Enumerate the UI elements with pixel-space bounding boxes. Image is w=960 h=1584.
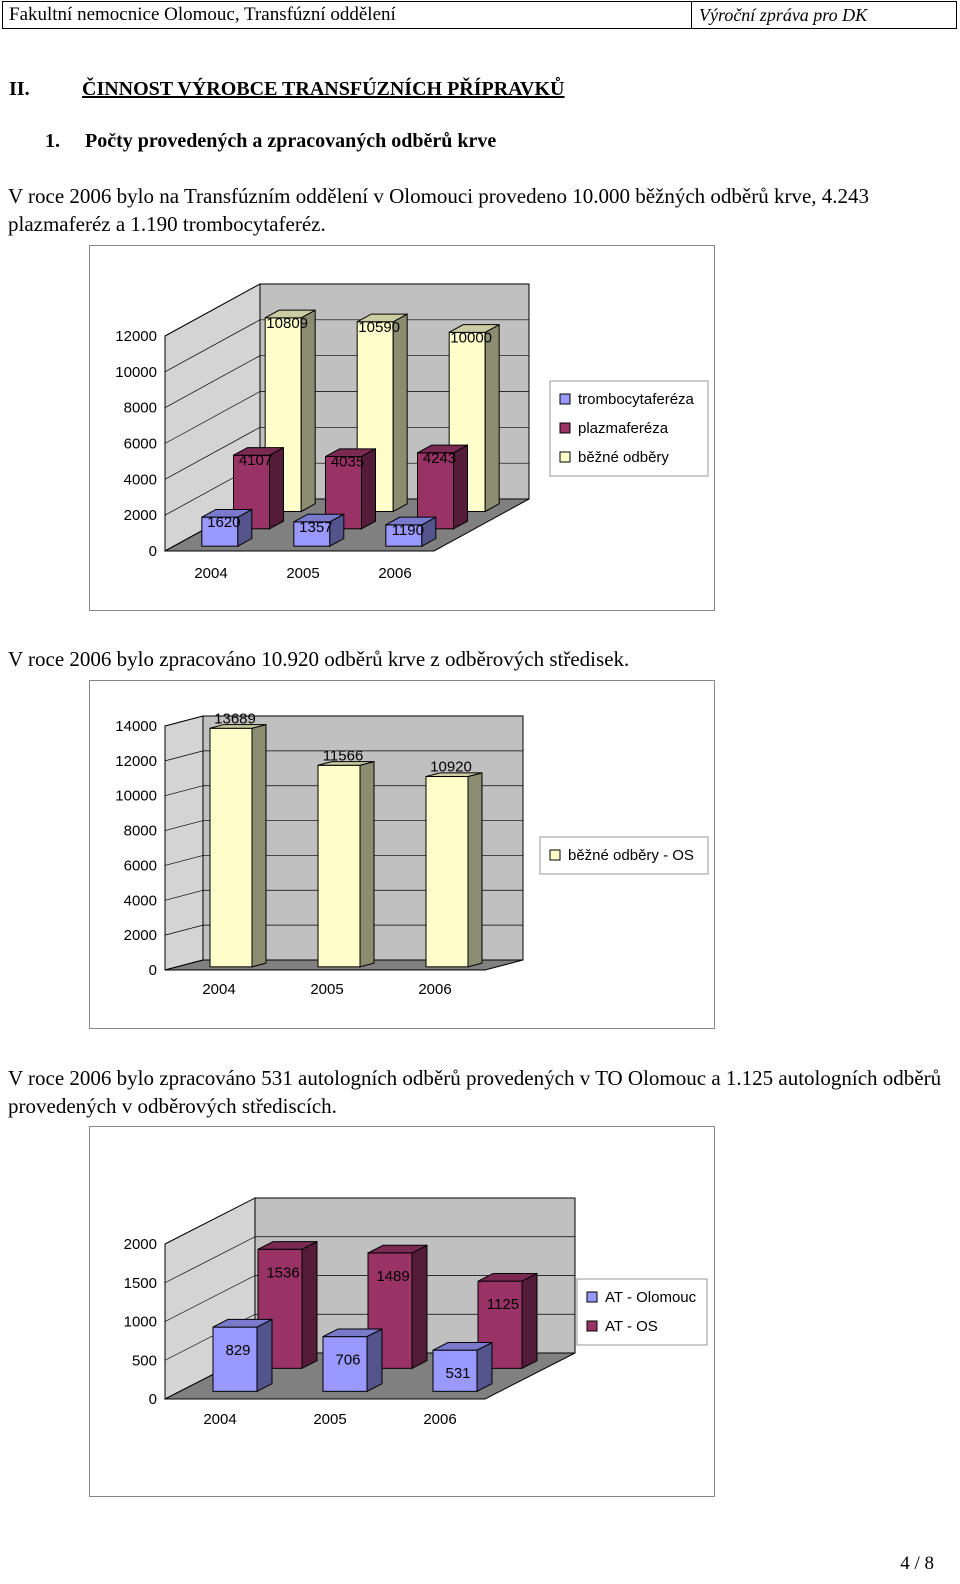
y-tick-label: 8000 bbox=[123, 399, 157, 417]
bar-side bbox=[252, 725, 266, 967]
y-tick-label: 2000 bbox=[123, 1236, 157, 1253]
bar-side bbox=[302, 1242, 317, 1369]
y-tick-label: 500 bbox=[131, 1352, 157, 1370]
paragraph-2: V roce 2006 bylo zpracováno 10.920 odběrů krve z odběrových středisek. bbox=[8, 647, 630, 671]
section-number: II. bbox=[9, 78, 30, 100]
y-tick-label: 1500 bbox=[123, 1274, 157, 1292]
legend-label: běžné odběry - OS bbox=[568, 847, 694, 864]
x-tick-label: 2004 bbox=[202, 981, 236, 998]
y-tick-label: 0 bbox=[148, 543, 157, 560]
x-tick-label: 2005 bbox=[313, 1411, 347, 1428]
y-tick-label: 12000 bbox=[115, 328, 157, 345]
data-label: 10809 bbox=[266, 314, 309, 332]
data-label: 1536 bbox=[266, 1264, 300, 1282]
legend-swatch bbox=[587, 1321, 597, 1331]
data-label: 4035 bbox=[330, 453, 365, 471]
y-tick-label: 6000 bbox=[123, 857, 157, 875]
bar-side bbox=[412, 1245, 427, 1368]
x-tick-label: 2004 bbox=[194, 565, 228, 582]
x-tick-label: 2004 bbox=[203, 1411, 237, 1428]
data-label: 706 bbox=[335, 1351, 361, 1369]
y-tick-label: 1000 bbox=[123, 1313, 157, 1331]
legend-label: AT - OS bbox=[605, 1318, 658, 1335]
data-label: 1125 bbox=[486, 1296, 520, 1314]
y-tick-label: 2000 bbox=[123, 507, 157, 525]
legend-swatch bbox=[560, 423, 570, 433]
data-label: 10590 bbox=[358, 318, 401, 336]
data-label: 531 bbox=[445, 1365, 471, 1383]
header-report-title: Výroční zpráva pro DK bbox=[699, 5, 868, 25]
page-header bbox=[2, 1, 957, 29]
legend-label: trombocytaferéza bbox=[578, 391, 694, 408]
page-number: 4 / 8 bbox=[900, 1553, 934, 1574]
y-tick-label: 12000 bbox=[115, 752, 157, 770]
y-tick-label: 10000 bbox=[115, 363, 157, 381]
bar-side bbox=[522, 1273, 537, 1368]
y-tick-label: 8000 bbox=[123, 822, 157, 840]
chart-2-frame bbox=[89, 680, 715, 1029]
legend-swatch bbox=[560, 394, 570, 404]
subsection-number: 1. bbox=[45, 130, 60, 152]
header-institution: Fakultní nemocnice Olomouc, Transfúzní oddělení bbox=[3, 2, 692, 28]
bar-side bbox=[367, 1329, 382, 1391]
x-tick-label: 2006 bbox=[378, 565, 412, 582]
data-label: 4107 bbox=[238, 452, 273, 470]
y-tick-label: 10000 bbox=[115, 787, 157, 805]
data-label: 1489 bbox=[376, 1267, 410, 1285]
y-tick-label: 0 bbox=[148, 962, 157, 979]
bar-front bbox=[318, 765, 360, 967]
data-label: 13689 bbox=[214, 710, 256, 728]
y-tick-label: 2000 bbox=[123, 927, 157, 945]
data-label: 11566 bbox=[322, 747, 364, 765]
paragraph-1: V roce 2006 bylo na Transfúzním oddělení v Olomouci provedeno 10.000 běžných odběrů krve, 4.243 plazmaferéz a 1.190 trombocytaferéz. bbox=[8, 184, 870, 236]
legend-label: běžné odběry bbox=[578, 449, 669, 466]
y-tick-label: 6000 bbox=[123, 435, 157, 453]
bar-side bbox=[360, 762, 374, 967]
y-tick-label: 0 bbox=[148, 1391, 157, 1408]
data-label: 10000 bbox=[450, 329, 493, 347]
legend-swatch bbox=[550, 850, 560, 860]
y-tick-label: 4000 bbox=[123, 892, 157, 910]
bar-side bbox=[477, 1343, 492, 1392]
x-tick-label: 2005 bbox=[286, 565, 320, 582]
x-tick-label: 2006 bbox=[423, 1411, 457, 1428]
section-title: ČINNOST VÝROBCE TRANSFÚZNÍCH PŘÍPRAVKŮ bbox=[82, 78, 565, 100]
paragraph-3: V roce 2006 bylo zpracováno 531 autologních odběrů provedených v TO Olomouc a 1.125 autologních odběrů provedených v odběrových střediscích. bbox=[8, 1066, 942, 1118]
bar-side bbox=[468, 773, 482, 967]
bar-front bbox=[210, 728, 252, 967]
data-label: 1620 bbox=[207, 514, 241, 532]
bar-side bbox=[301, 310, 315, 511]
chart-2 bbox=[90, 681, 714, 1028]
bar-side bbox=[257, 1319, 272, 1391]
legend-swatch bbox=[587, 1292, 597, 1302]
subsection-title: Počty provedených a zpracovaných odběrů krve bbox=[85, 130, 497, 152]
data-label: 10920 bbox=[430, 758, 472, 776]
data-label: 829 bbox=[225, 1342, 251, 1360]
chart-3-frame bbox=[89, 1126, 715, 1497]
legend-swatch bbox=[560, 452, 570, 462]
data-label: 1357 bbox=[299, 518, 333, 536]
y-tick-label: 4000 bbox=[123, 471, 157, 489]
legend-label: AT - Olomouc bbox=[605, 1289, 697, 1306]
bar-front bbox=[213, 1327, 257, 1391]
bar-front bbox=[426, 777, 468, 967]
data-label: 4243 bbox=[422, 449, 457, 467]
chart-1-frame bbox=[89, 245, 715, 611]
x-tick-label: 2005 bbox=[310, 981, 344, 998]
bar-side bbox=[485, 325, 499, 512]
data-label: 1190 bbox=[391, 521, 424, 539]
bar-side bbox=[393, 314, 407, 511]
chart-side-wall bbox=[165, 716, 203, 970]
x-tick-label: 2006 bbox=[418, 981, 452, 998]
chart-1 bbox=[90, 246, 714, 610]
chart-3 bbox=[90, 1127, 714, 1496]
legend-label: plazmaferéza bbox=[578, 420, 669, 437]
y-tick-label: 14000 bbox=[115, 718, 157, 735]
